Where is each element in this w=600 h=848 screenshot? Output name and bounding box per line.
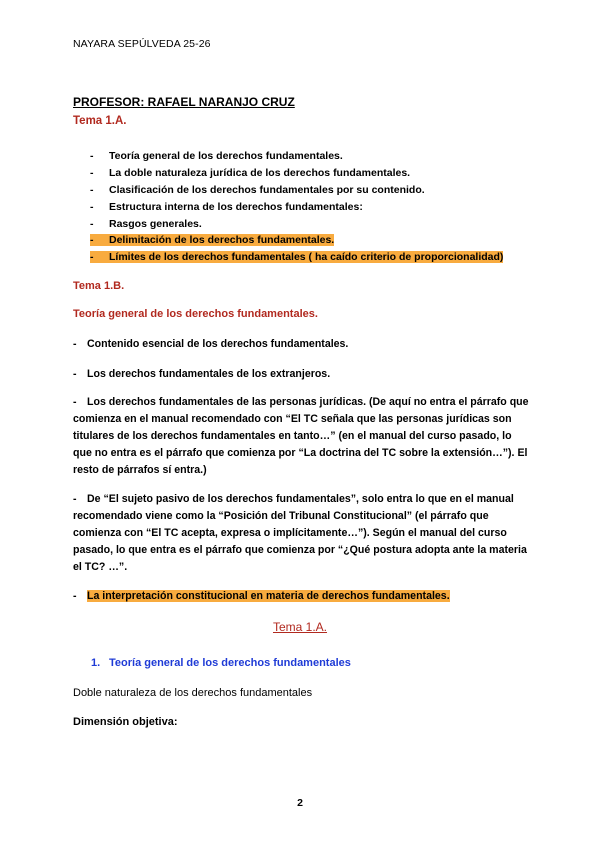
list-item: - Clasificación de los derechos fundamentales por su contenido. [90,183,425,196]
section-1b-title: Tema 1.B. [73,280,125,292]
paragraph-highlighted: - La interpretación constitucional en materia de derechos fundamentales. [73,590,450,602]
list-item: - Teoría general de los derechos fundamentales. [90,150,343,162]
section-1b-subtitle: Teoría general de los derechos fundamentales. [73,308,318,320]
page-header-author: NAYARA SEPÚLVEDA 25-26 [73,38,211,50]
list-item: - Estructura interna de los derechos fundamentales: [90,200,363,213]
professor-heading: PROFESOR: RAFAEL NARANJO CRUZ [73,95,295,109]
section-1a-list [90,148,503,266]
list-item: - Rasgos generales. [90,217,202,230]
paragraph: - Los derechos fundamentales de los extranjeros. [73,368,331,380]
paragraph: - De “El sujeto pasivo de los derechos fundamentales”, solo entra lo que en el manual recomendado viene como la “Posición del Tribunal Constitucional” (el párrafo que comienza con “El TC acepta, expresa o implícitamente…”). Según el manual del curso pasado, lo que entra es el párrafo que comienza por “¿Qué postura adopta ante la materia el TC? …”. [73,493,527,573]
numbered-heading: 1. Teoría general de los derechos fundamentales [91,657,351,669]
list-item-highlighted: - Límites de los derechos fundamentales ( ha caído criterio de proporcionalidad) [90,251,504,264]
list-item-highlighted: - Delimitación de los derechos fundamentales. [90,234,335,247]
body-text-line: Doble naturaleza de los derechos fundamentales [73,687,313,699]
paragraph: - Los derechos fundamentales de las personas jurídicas. (De aquí no entra el párrafo que comienza en el manual recomendado con “El TC señala que las personas jurídicas son titulares de los derechos fundamentales en tanto…” (en el manual del curso pasado, lo que no entra es el párrafo que comienza por “La doctrina del TC sobre la extensión…”). El resto de párrafos sí entra.) [73,396,529,476]
section-1a-title: Tema 1.A. [73,115,127,127]
bold-subheading: Dimensión objetiva: [73,716,178,728]
list-item: - La doble naturaleza jurídica de los derechos fundamentales. [90,166,411,179]
centered-section-title: Tema 1.A. [272,620,328,634]
paragraph: - Contenido esencial de los derechos fundamentales. [73,338,349,350]
page-number: 2 [297,797,303,809]
